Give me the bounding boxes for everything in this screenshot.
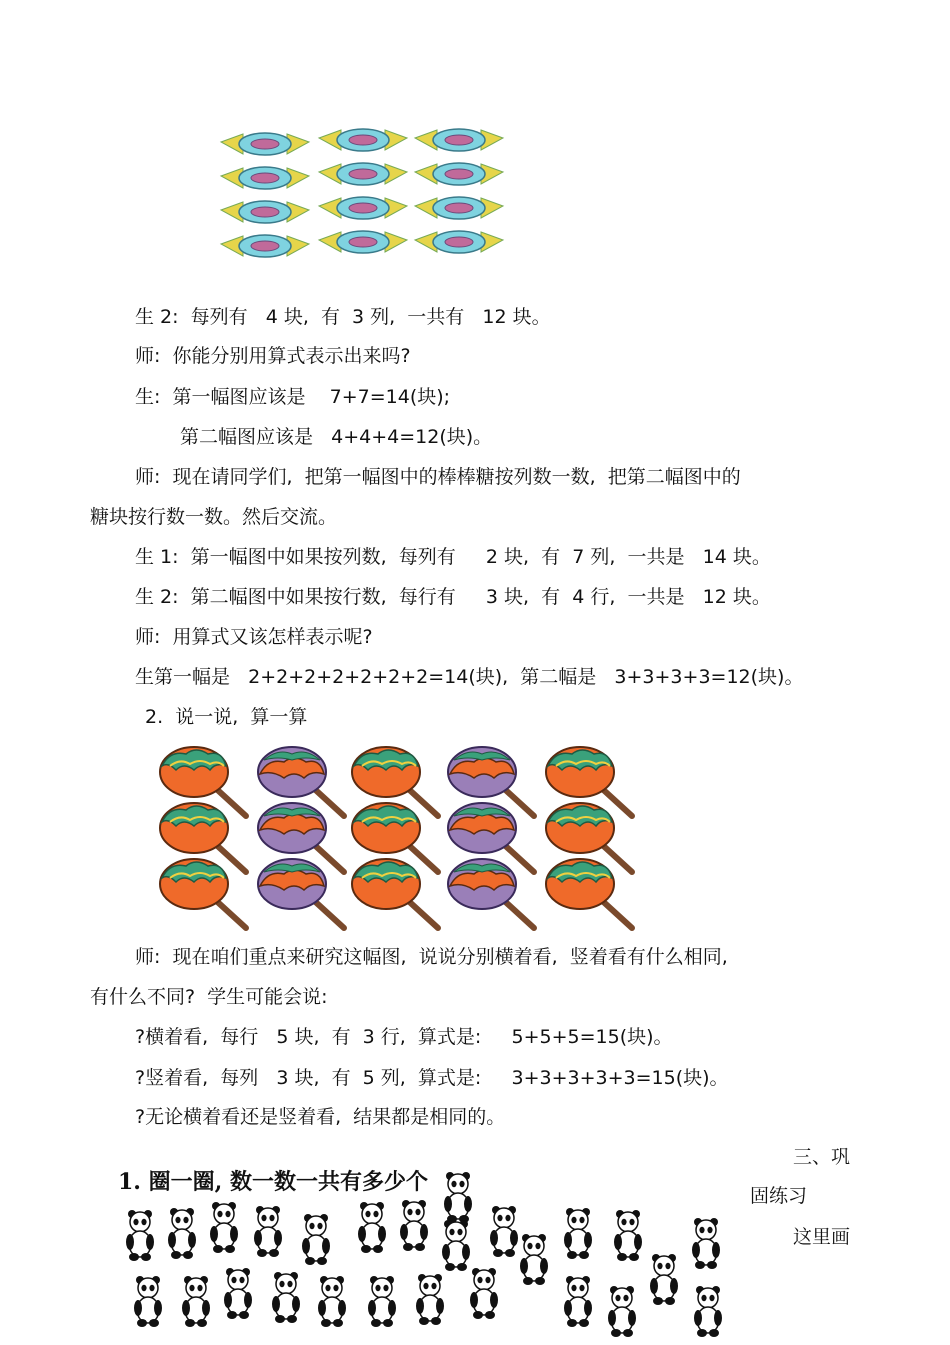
text-line: 师: 现在咱们重点来研究这幅图, 说说分别横着看, 竖着看有什么相同, xyxy=(135,946,728,968)
side-note: 固练习 xyxy=(750,1185,808,1207)
exercise-heading: 1. 圈一圈, 数一数一共有多少个 xyxy=(118,1169,428,1195)
candy-image xyxy=(215,100,535,270)
text-line: ?无论横着看还是竖着看, 结果都是相同的。 xyxy=(135,1106,506,1128)
text-line: 师: 现在请同学们, 把第一幅图中的棒棒糖按列数一数, 把第二幅图中的 xyxy=(135,466,741,488)
text-line: ?横着看, 每行 5 块, 有 3 行, 算式是: 5+5+5=15(块)。 xyxy=(135,1026,673,1048)
lollipop-image xyxy=(150,742,645,932)
text-line: 生 1: 第一幅图中如果按列数, 每列有 2 块, 有 7 列, 一共是 14 块。 xyxy=(135,546,771,568)
side-note: 三、巩 xyxy=(793,1146,851,1168)
text-line: 生: 第一幅图应该是 7+7=14(块); xyxy=(135,386,451,408)
panda-image xyxy=(112,1158,732,1344)
text-line: ?竖着看, 每列 3 块, 有 5 列, 算式是: 3+3+3+3+3=15(块)。 xyxy=(135,1067,729,1089)
text-line: 师: 用算式又该怎样表示呢? xyxy=(135,626,373,648)
text-line: 糖块按行数一数。然后交流。 xyxy=(90,506,338,528)
text-line: 生 2: 第二幅图中如果按行数, 每行有 3 块, 有 4 行, 一共是 12 块。 xyxy=(135,586,771,608)
text-line: 生 2: 每列有 4 块, 有 3 列, 一共有 12 块。 xyxy=(135,306,551,328)
section-heading: 2. 说一说, 算一算 xyxy=(145,706,308,728)
side-note: 这里画 xyxy=(793,1226,851,1248)
text-line: 有什么不同? 学生可能会说: xyxy=(90,986,328,1008)
text-line: 第二幅图应该是 4+4+4=12(块)。 xyxy=(180,426,493,448)
text-line: 生第一幅是 2+2+2+2+2+2+2=14(块), 第二幅是 3+3+3+3=12(块)。 xyxy=(135,666,804,688)
text-line: 师: 你能分别用算式表示出来吗? xyxy=(135,345,411,367)
